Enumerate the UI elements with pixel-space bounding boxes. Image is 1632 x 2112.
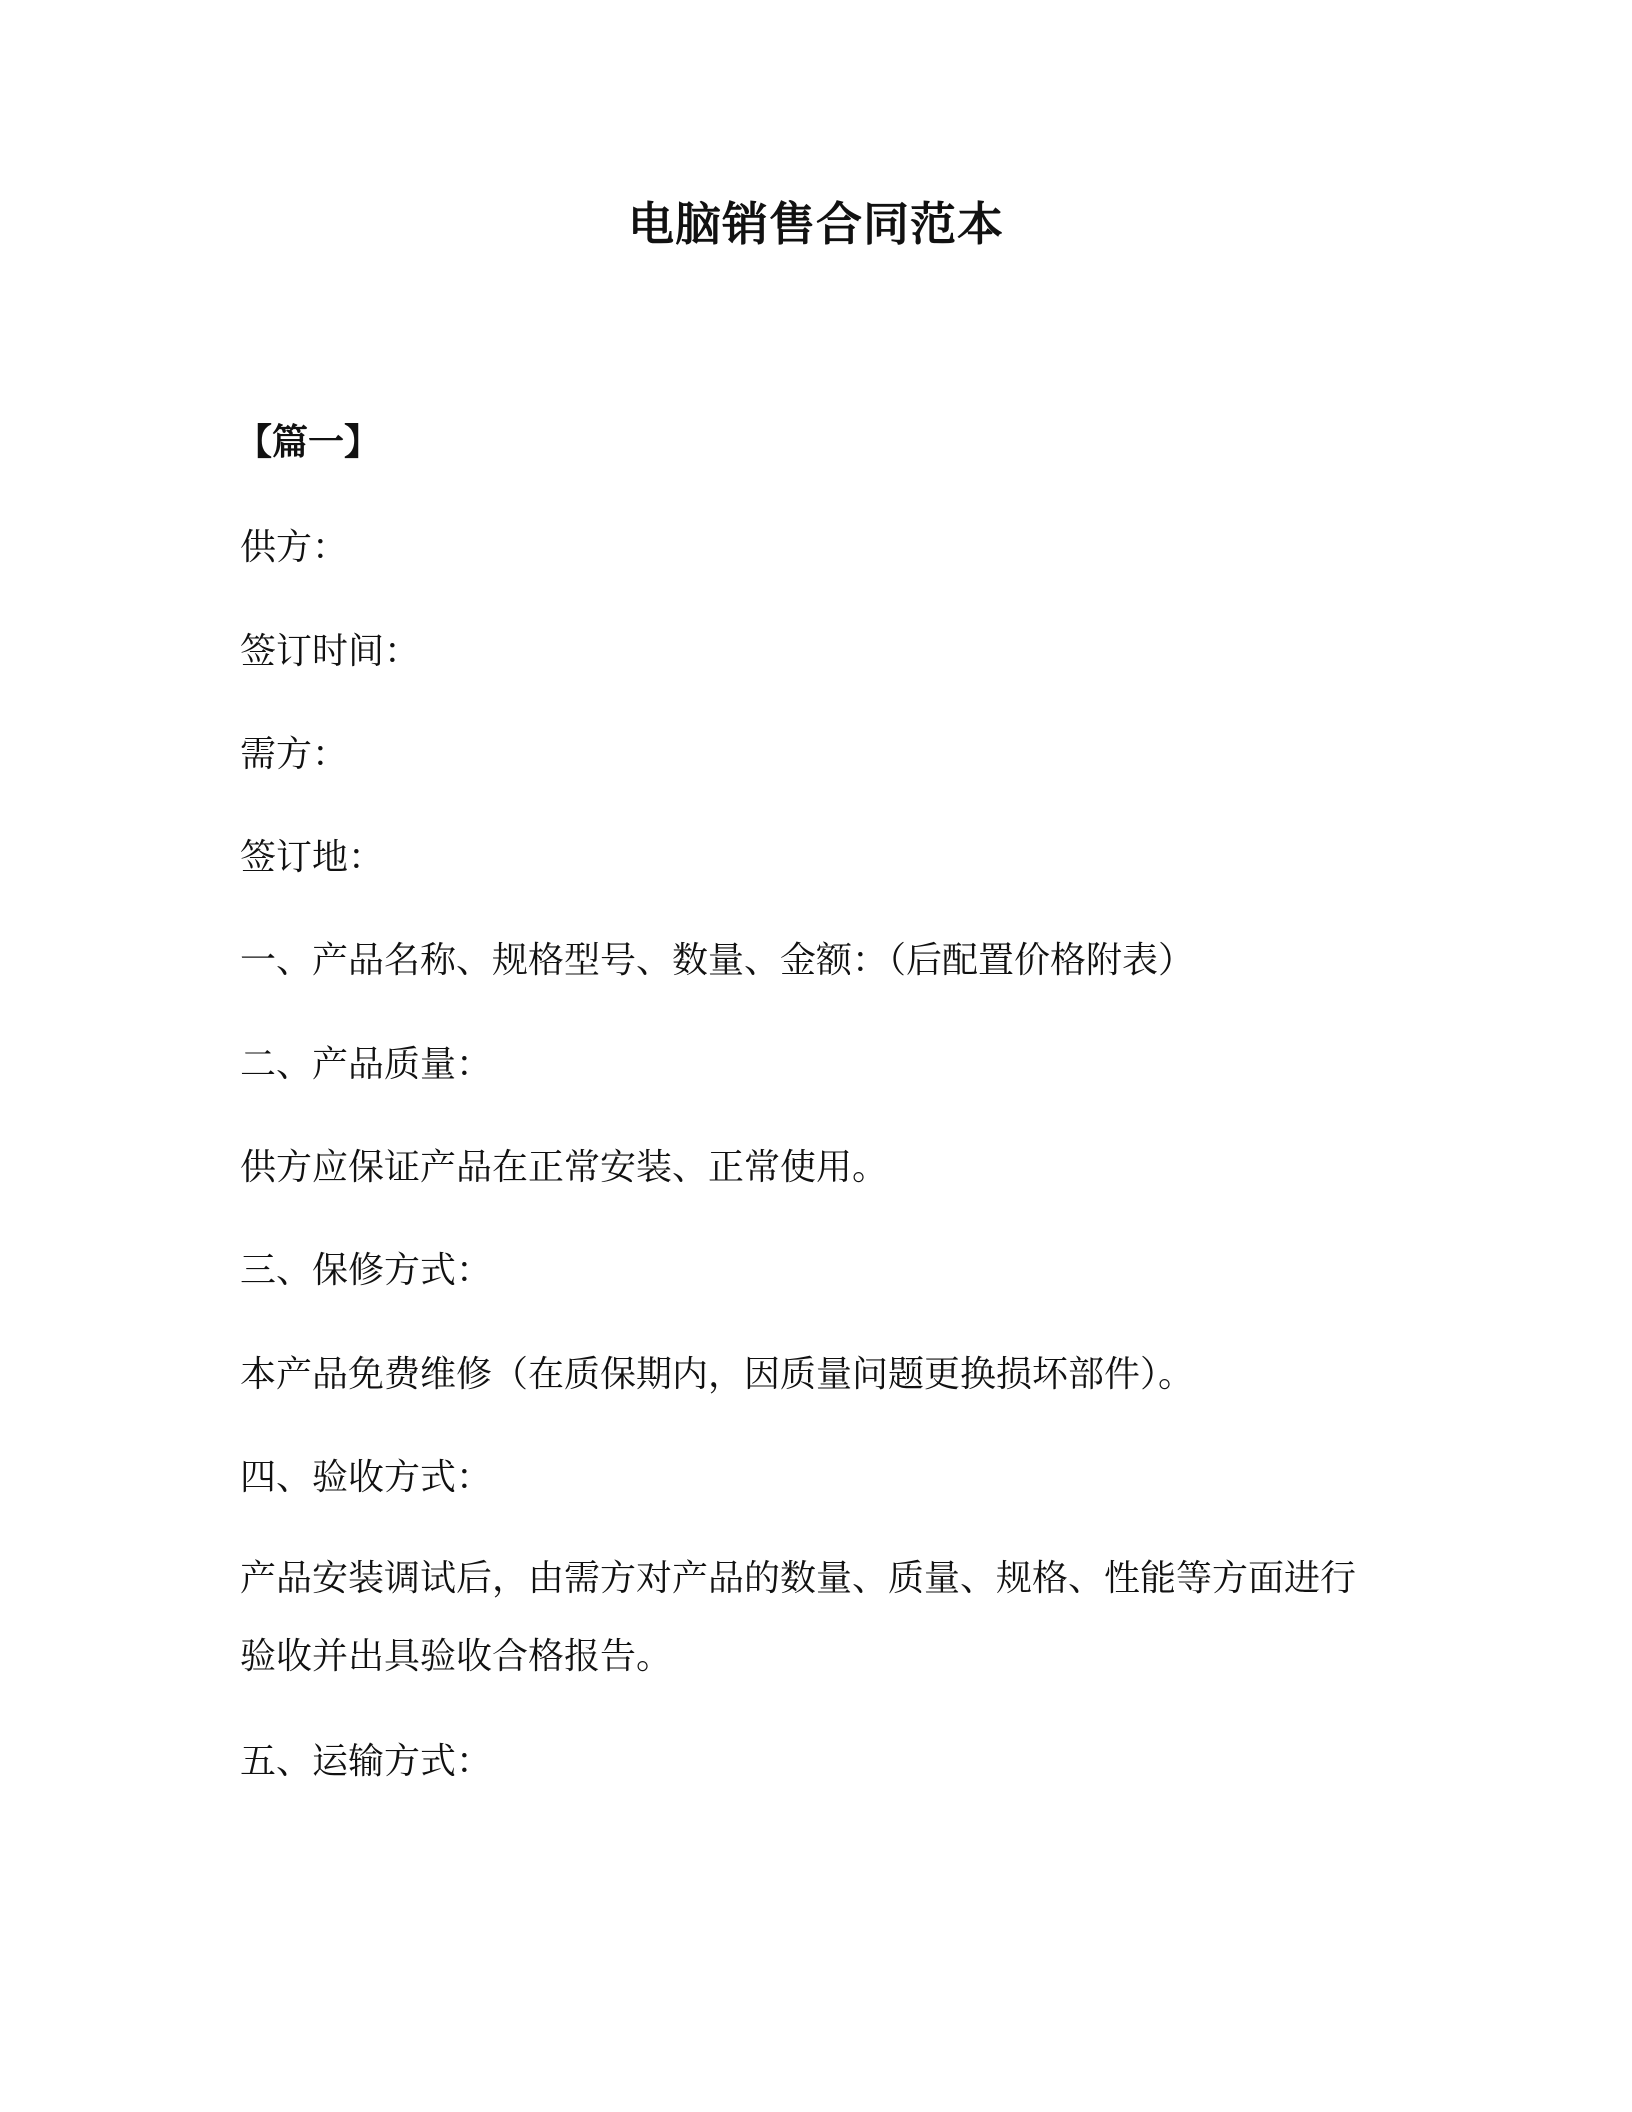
signing-time-line: 签订时间： bbox=[240, 631, 421, 672]
supplier-line: 供方： bbox=[240, 527, 349, 568]
signing-place-line: 签订地： bbox=[240, 837, 385, 878]
clause-4-heading: 四、验收方式： bbox=[240, 1457, 493, 1498]
buyer-line: 需方： bbox=[240, 734, 349, 775]
clause-5-heading: 五、运输方式： bbox=[240, 1741, 493, 1782]
clause-3-text: 本产品免费维修（在质保期内，因质量问题更换损坏部件）。 bbox=[240, 1354, 1195, 1395]
clause-2-heading: 二、产品质量： bbox=[240, 1044, 493, 1085]
section-heading: 【篇一】 bbox=[236, 422, 381, 463]
clause-3-heading: 三、保修方式： bbox=[240, 1250, 493, 1291]
clause-2-text: 供方应保证产品在正常安装、正常使用。 bbox=[240, 1147, 889, 1188]
clause-4-text: 产品安装调试后，由需方对产品的数量、质量、规格、性能等方面进行验收并出具验收合格报告。 bbox=[240, 1558, 1357, 1677]
document-title: 电脑销售合同范本 bbox=[628, 197, 1004, 251]
clause-1-heading: 一、产品名称、规格型号、数量、金额：（后配置价格附表） bbox=[240, 940, 1195, 981]
